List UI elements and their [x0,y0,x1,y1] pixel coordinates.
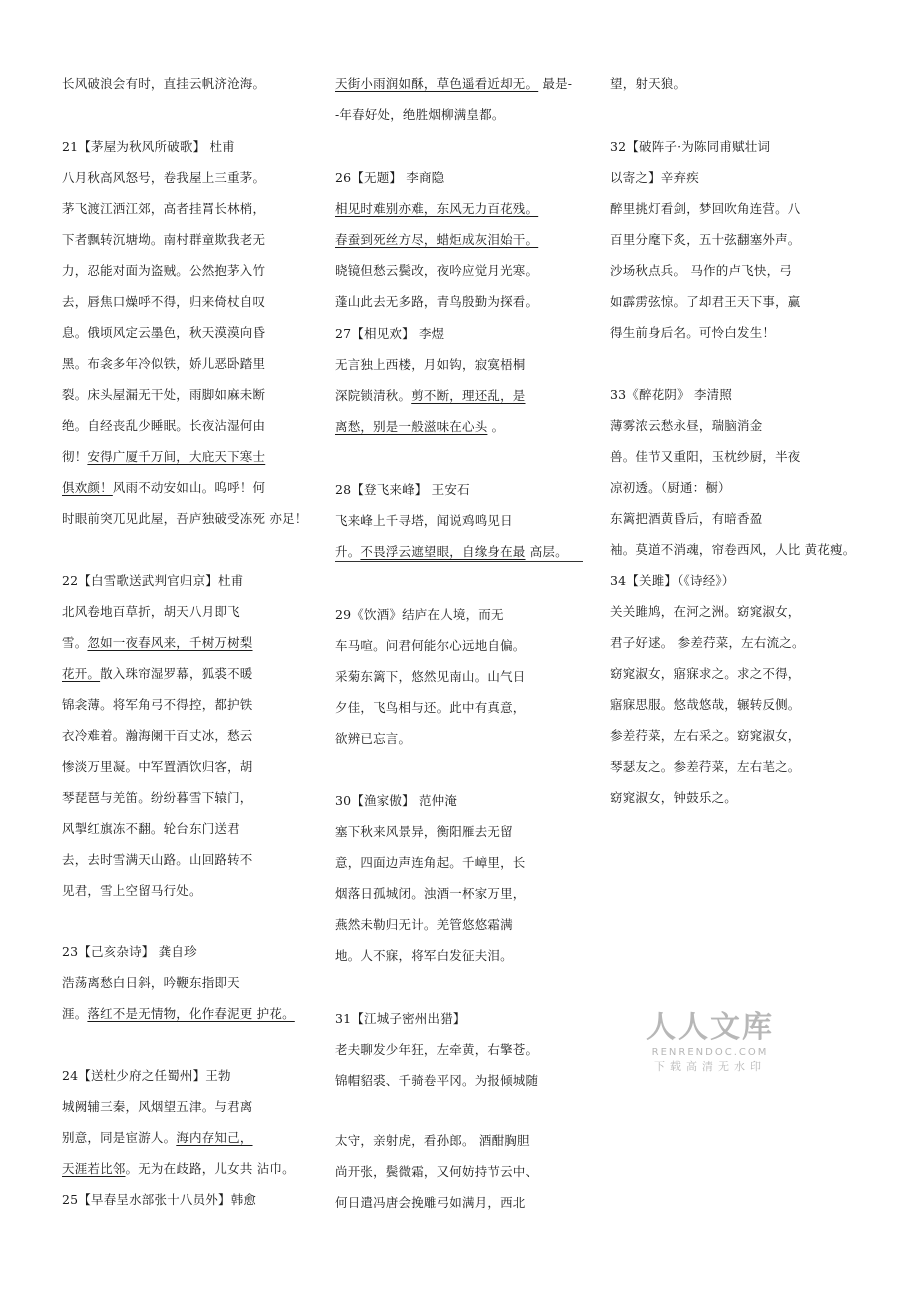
text-line [335,232,538,248]
text-line [335,638,526,654]
text-line [62,697,253,713]
text-line [62,511,307,527]
text-line [62,387,265,403]
text-line [610,542,855,558]
text-line [335,855,526,871]
text-segment: 风掣红旗冻不翻。轮台东门送君 [62,821,240,836]
text-segment: 车马喧。问君何能尔心远地自偏。 [335,638,526,653]
text-line [335,201,538,217]
text-segment: 意，四面边声连角起。千嶂里，长 [335,855,526,870]
text-line [62,480,265,496]
text-segment: 老夫聊发少年狂，左牵黄，右擎苍。 [335,1042,539,1057]
text-segment: 燕然未勒归无计。羌管悠悠霜满 [335,917,513,932]
text-segment: 凉初透。（厨通：橱） [610,480,731,495]
underline-rule [335,561,583,562]
text-segment: 32【破阵子·为陈同甫赋壮词 [610,139,771,154]
text-segment: 升。 [335,544,361,559]
text-segment: 望，射天狼。 [610,76,687,91]
text-segment: 28【登飞来峰】 王安石 [335,482,470,497]
underlined-text: 忽如一夜春风来，千树万树梨 [87,635,253,650]
underlined-text: 剪不断，理还乱，是 [411,388,526,403]
text-segment: 散入珠帘湿罗幕，狐裘不暖 [100,666,253,681]
text-line [62,294,265,310]
watermark-logo [640,1010,780,1075]
text-segment: 如霹雳弦惊。了却君王天下事，赢 [610,294,801,309]
text-line [62,170,265,186]
text-segment: 涯。 [62,1006,88,1021]
text-line [62,449,265,465]
text-segment: 去，去时雪满天山路。山回路转不 [62,852,253,867]
text-segment: 袖。莫道不消魂，帘卷西风，人比 黄花瘦。 [610,542,856,557]
text-segment: 深院锁清秋。 [335,388,412,403]
text-line [335,1011,466,1027]
text-line [62,263,265,279]
text-segment: 锦衾薄。将军角弓不得控，都护铁 [62,697,253,712]
text-segment: 。 [487,419,505,434]
text-segment: 地。人不寐，将军白发征夫泪。 [335,948,513,963]
text-line [62,604,240,620]
text-line [610,573,735,589]
text-segment: -年春好处，绝胜烟柳满皇都。 [335,107,505,122]
text-segment: 塞下秋来风景异，衡阳雁去无留 [335,824,513,839]
text-segment: 29《饮酒》结庐在人境，而无 [335,607,504,622]
text-line [335,263,538,279]
underlined-text: 落红不是无情物，化作春泥更 护花。 [87,1006,295,1021]
text-segment: 34【关雎】（《诗经》） [610,573,735,588]
text-line [335,170,444,186]
text-line [335,917,513,933]
text-line [610,511,762,527]
text-segment: 蓬山此去无多路，青鸟殷勤为探看。 [335,294,539,309]
text-segment: 绝。自经丧乱少睡眠。长夜沾湿何由 [62,418,266,433]
text-segment: 无言独上西楼，月如钩，寂寞梧桐 [335,357,526,372]
text-segment: 衣冷难着。瀚海阑干百丈冰，愁云 [62,728,253,743]
text-line [335,824,513,840]
text-segment: 琴瑟友之。参差荇菜，左右芼之。 [610,759,801,774]
text-line [335,388,526,404]
text-segment: 下者飘转沉塘坳。南村群童欺我老无 [62,232,266,247]
text-line [610,635,805,651]
text-segment: 参差荇菜，左右采之。窈窕淑女， [610,728,801,743]
text-segment: 31【江城子密州出猎】 [335,1011,466,1026]
text-line [62,1192,256,1208]
text-segment: 关关雎鸠，在河之洲。窈窕淑女， [610,604,801,619]
text-segment: 见君，雪上空留马行处。 [62,883,202,898]
text-segment: 采菊东篱下，悠然见南山。山气日 [335,669,526,684]
text-line [610,139,770,155]
text-line [62,821,240,837]
text-line [335,544,568,560]
text-segment: 21【茅屋为秋风所破歌】 杜甫 [62,139,235,154]
text-segment: 薄雾浓云愁永昼，瑞脑消金 [610,418,763,433]
text-line [62,883,202,899]
watermark-title: 人人文库 [646,1010,774,1045]
text-line [335,294,538,310]
text-line [62,1161,295,1177]
text-line [62,139,235,155]
text-line [62,635,253,651]
text-segment: 高层。 [525,544,568,559]
underlined-text: 天街小雨润如酥，草色遥看近却无。 [335,76,539,91]
text-line [62,759,253,775]
text-line [62,1099,253,1115]
underlined-text: 天涯若比邻 [62,1161,126,1176]
text-segment: 百里分麾下炙，五十弦翻塞外声。 [610,232,801,247]
underlined-text: 俱欢颜！ [62,480,113,495]
text-segment: 尚开张，鬓微霜，又何妨持节云中、 [335,1164,539,1179]
text-line [62,790,253,806]
text-segment: 以寄之】辛弃疾 [610,170,699,185]
text-line [610,480,731,496]
text-line [62,852,253,868]
text-line [335,419,504,435]
text-line [62,1006,295,1022]
text-line [335,1195,526,1211]
text-segment: 长风破浪会有时，直挂云帆济沧海。 [62,76,266,91]
text-line [610,449,801,465]
text-segment: 琴琵琶与羌笛。纷纷暮雪下辕门， [62,790,253,805]
text-line [610,201,801,217]
text-line [610,759,801,775]
text-line [610,170,699,186]
text-line [335,731,411,747]
text-line [62,573,243,589]
text-segment: 何日遣冯唐会挽雕弓如满月，西北 [335,1195,526,1210]
text-segment: 惨淡万里凝。中军置酒饮归客，胡 [62,759,253,774]
text-segment: 锦帽貂裘、千骑卷平冈。为报倾城随 [335,1073,539,1088]
text-line [335,1073,538,1089]
text-segment: 醉里挑灯看剑，梦回吹角连营。八 [610,201,801,216]
text-segment: 雪。 [62,635,88,650]
text-segment: 力，忍能对面为盗贼。公然抱茅入竹 [62,263,266,278]
text-segment: 24【送杜少府之任蜀州】王勃 [62,1068,231,1083]
text-line [62,728,253,744]
text-line [62,975,240,991]
text-line [610,263,792,279]
text-line [335,607,504,623]
text-line [610,790,737,806]
text-line [62,1068,231,1084]
text-segment: 时眼前突兀见此屋，吾庐独破受冻死 亦足！ [62,511,308,526]
text-segment: 东篱把酒黄昏后，有暗香盈 [610,511,763,526]
text-line [335,793,457,809]
watermark-domain: RENRENDOC.COM [651,1047,769,1058]
text-line [335,1164,538,1180]
text-segment: 北风卷地百草折，胡天八月即飞 [62,604,240,619]
text-segment: 窈窕淑女，寤寐求之。求之不得， [610,666,801,681]
text-line [610,76,686,92]
text-segment: 25【早春呈水部张十八员外】韩愈 [62,1192,257,1207]
text-segment: 黑。布衾多年冷似铁，娇儿恶卧踏里 [62,356,266,371]
text-segment: 27【相见欢】 李煜 [335,326,445,341]
text-line [335,948,513,964]
text-line [610,325,775,341]
underlined-text: 相见时难别亦难，东风无力百花残。 [335,201,539,216]
text-segment: 飞来峰上千寻塔，闻说鸡鸣见日 [335,513,513,528]
underlined-text: 春蚕到死丝方尽，蜡炬成灰泪始干。 [335,232,539,247]
text-line [610,666,801,682]
underlined-text: 离愁，别是一般滋味在心头 [335,419,488,434]
underlined-text: 不畏浮云遮望眼，自缘身在最 [360,544,526,559]
text-segment: 窈窕淑女，钟鼓乐之。 [610,790,738,805]
text-segment: 26【无题】 李商隐 [335,170,445,185]
text-segment: 君子好逑。 参差荇菜，左右流之。 [610,635,805,650]
text-segment: 。无为在歧路，儿女共 沾巾。 [125,1161,295,1176]
text-segment: 太守，亲射虎，看孙郎。 酒酣胸胆 [335,1133,530,1148]
text-segment: 八月秋高风怒号，卷我屋上三重茅。 [62,170,266,185]
text-segment: 30【渔家傲】 范仲淹 [335,793,458,808]
text-segment: 寤寐思服。悠哉悠哉，辗转反侧。 [610,697,801,712]
text-line [335,1042,538,1058]
text-segment: 息。俄顷风定云墨色，秋天漠漠向昏 [62,325,266,340]
text-segment: 烟落日孤城闭。浊酒一杯家万里， [335,886,526,901]
text-line [610,387,732,403]
text-segment: 浩荡离愁白日斜，吟鞭东指即天 [62,975,240,990]
text-line [335,482,470,498]
text-line [335,669,526,685]
watermark-slogan: 下载高清无水印 [654,1060,766,1073]
text-segment: 得生前身后名。可怜白发生！ [610,325,776,340]
text-segment: 33《醉花阴》 李清照 [610,387,733,402]
text-line [62,666,253,682]
text-segment: 最是- [538,76,573,91]
text-segment: 22【白雪歌送武判官归京】杜甫 [62,573,244,588]
text-line [62,232,265,248]
underlined-text: 海内存知己， [176,1130,253,1145]
text-line [62,325,265,341]
text-segment: 夕佳，飞鸟相与还。此中有真意， [335,700,526,715]
text-line [610,697,801,713]
text-line [610,418,762,434]
text-segment: 沙场秋点兵。 马作的卢飞快，弓 [610,263,792,278]
text-line [62,76,265,92]
text-line [62,418,265,434]
text-line [335,326,444,342]
text-segment: 茅飞渡江洒江郊，高者挂罥长林梢， [62,201,266,216]
text-segment: 兽。佳节又重阳，玉枕纱厨，半夜 [610,449,801,464]
text-line [62,944,197,960]
text-line [610,232,801,248]
text-segment: 去，唇焦口燥呼不得，归来倚杖自叹 [62,294,266,309]
underlined-text: 花开。 [62,666,101,681]
text-line [62,356,265,372]
text-line [610,604,801,620]
text-segment: 风雨不动安如山。呜呼！何 [112,480,266,495]
text-line [62,201,265,217]
text-segment: 欲辨已忘言。 [335,731,412,746]
text-segment: 城阙辅三秦，风烟望五津。与君离 [62,1099,253,1114]
text-segment: 晓镜但愁云鬓改，夜吟应觉月光寒。 [335,263,539,278]
text-segment: 23【己亥杂诗】 龚自珍 [62,944,197,959]
text-segment: 彻！ [62,449,88,464]
text-line [335,357,526,373]
text-line [62,1130,253,1146]
text-line [610,294,801,310]
text-line [335,107,505,123]
underlined-text: 安得广厦千万间，大庇天下寒士 [87,449,266,464]
text-segment: 裂。床头屋漏无干处，雨脚如麻未断 [62,387,266,402]
text-line [335,886,526,902]
text-segment: 别意，同是宦游人。 [62,1130,177,1145]
text-line [335,76,572,92]
text-line [610,728,801,744]
text-line [335,1133,530,1149]
text-line [335,700,526,716]
text-line [335,513,513,529]
